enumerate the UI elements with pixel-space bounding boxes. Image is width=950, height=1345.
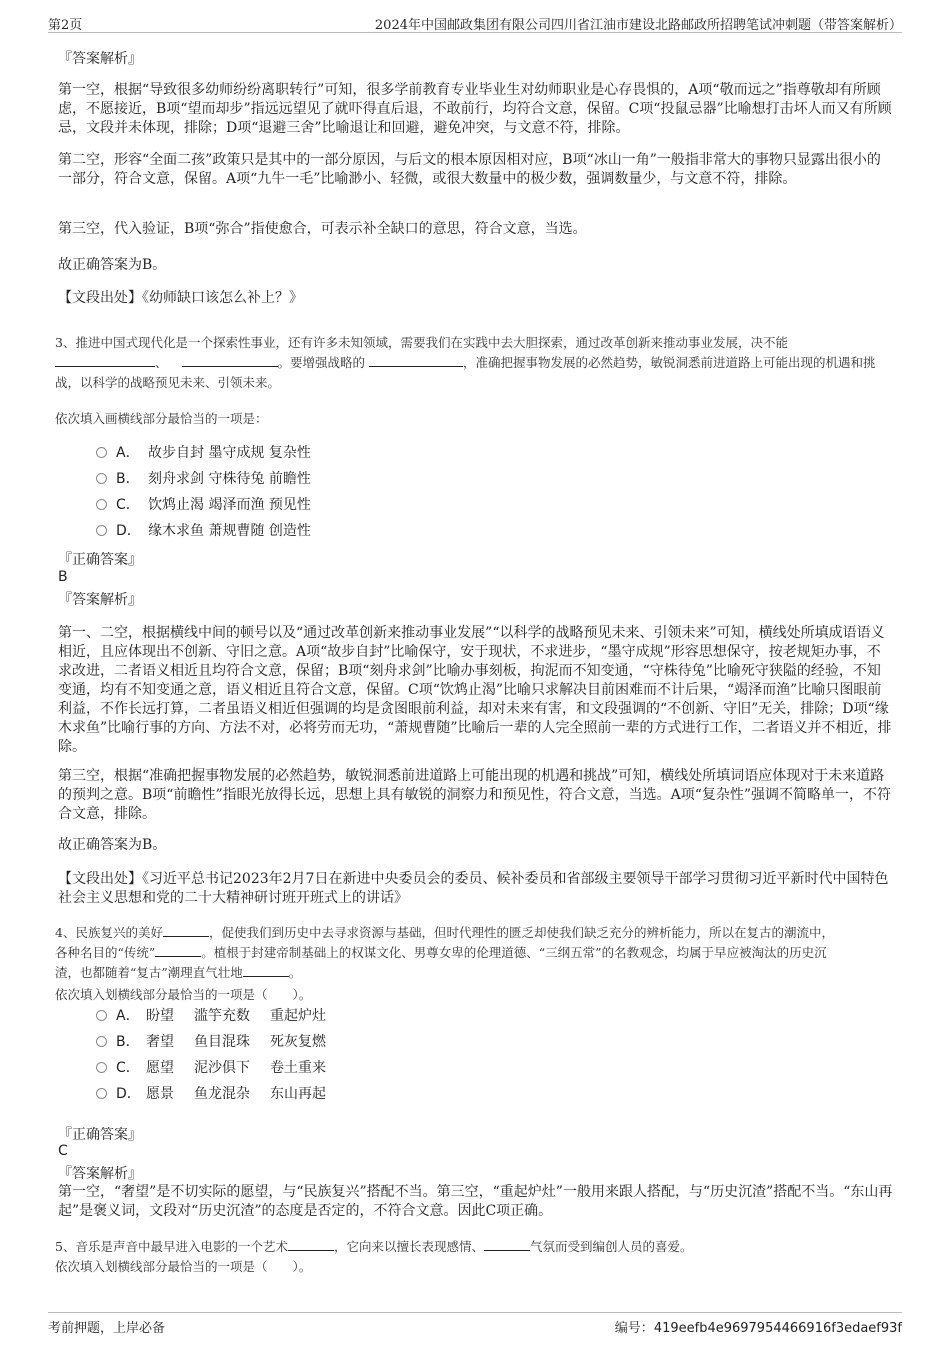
q4-option-b[interactable]: B． 奢望 鱼目混珠 死灰复燃 <box>96 1032 346 1052</box>
q4-option-c[interactable]: C． 愿望 泥沙俱下 卷土重来 <box>96 1058 346 1078</box>
q3-answer: B <box>58 569 68 585</box>
question-3-stem: 3、推进中国式现代化是一个探索性事业，还有许多未知领域，需要我们在实践中去大胆探索，通过改革创新来推动事业发展，决不能 、 。要增强战略的 ，准确把握事物发展的必然趋势，敏锐洞悉前进道路上可能出现的机遇和挑战，以科学的战略预见未来、引领未来。 <box>55 335 876 390</box>
q3-conclusion: 故正确答案为B。 <box>58 837 167 853</box>
radio-icon[interactable] <box>96 1010 107 1021</box>
q2-source: 【文段出处】《幼师缺口该怎么补上？》 <box>58 290 303 306</box>
q3-analysis-p1: 第一、二空，根据横线中间的顿号以及“通过改革创新来推动事业发展”“以科学的战略预见未来、引领未来”可知，横线处所填成语语义相近，且应体现出不创新、守旧之意。A项“故步自封”比喻保守，安于现状，不求进步，“墨守成规”形容思想保守，按老规矩办事，不求改进，二者语义相近且均符合文意，保留；B项“刻舟求剑”比喻办事刻板，拘泥而不知变通，“守株待兔”比喻死守狭隘的经验，不知变通，均有不知变通之意，语义相近且符合文意，保留。C项“饮鸩止渴”比喻只求解决目前困难而不计后果，“竭泽而渔”比喻只图眼前利益，不作长远打算，二者虽语义相近但强调的均是贪图眼前利益，却对未来有害，和文段强调的“不创新、守旧”无关，排除；D项“缘木求鱼”比喻行事的方向、方法不对，必将劳而无功，“萧规曹随”比喻后一辈的人完全照前一辈的方式进行工作，二者语义并不相近，排除。 <box>58 625 892 755</box>
q3-option-d[interactable]: D． 缘木求鱼 萧规曹随 创造性 <box>96 521 311 541</box>
page-footer <box>48 1312 902 1335</box>
page-header <box>48 12 902 33</box>
q3-option-b[interactable]: B． 刻舟求剑 守株待兔 前瞻性 <box>96 469 311 489</box>
radio-icon[interactable] <box>96 525 107 536</box>
q3-source: 【文段出处】《习近平总书记2023年2月7日在新进中央委员会的委员、候补委员和省部级主要领导干部学习贯彻习近平新时代中国特色社会主义思想和党的二十大精神研讨班开班式上的讲话》 <box>58 871 889 906</box>
question-5-instruction: 依次填入划横线部分最恰当的一项是（ ）。 <box>55 1259 312 1274</box>
q4-correct-label: 『正确答案』 <box>58 1127 142 1143</box>
question-4-instruction: 依次填入划横线部分最恰当的一项是（ ）。 <box>55 987 312 1002</box>
q3-analysis-label: 『答案解析』 <box>58 592 142 608</box>
question-5-stem: 5、音乐是声音中最早进入电影的一个艺术 ，它向来以擅长表现感情、 气氛而受到编创人员的喜爱。 <box>55 1239 693 1254</box>
q3-correct-label: 『正确答案』 <box>58 552 142 568</box>
q4-option-a[interactable]: A． 盼望 滥竽充数 重起炉灶 <box>96 1006 346 1026</box>
radio-icon[interactable] <box>96 499 107 510</box>
radio-icon[interactable] <box>96 1036 107 1047</box>
blank-1 <box>163 924 209 937</box>
footer-slogan: 考前押题，上岸必备 <box>48 1321 166 1336</box>
q2-analysis-p1: 第一空，根据“导致很多幼师纷纷离职转行”可知，很多学前教育专业毕业生对幼师职业是心存畏惧的，A项“敬而远之”指尊敬却有所顾虑，不愿接近，B项“望而却步”指远远望见了就吓得直后退，不敢前行，均符合文意，保留。C项“投鼠忌器”比喻想打击坏人而又有所顾忌，文段并未体现，排除；D项“退避三舍”比喻退让和回避，避免冲突，与文意不符，排除。 <box>58 82 892 136</box>
blank-3 <box>369 354 463 367</box>
blank-1 <box>288 1238 334 1251</box>
question-4-stem: 4、民族复兴的美好 ，促使我们到历史中去寻求资源与基础，但时代理性的匮乏却使我们缺乏充分的辨析能力，所以在复古的潮流中， 各种名目的“传统” 。植根于封建帝制基础上的权谋文化、男尊女卑的伦理道德、“三纲五常”的名教观念，均属于早应被淘汰的历史沉 渣，也都随着“复古”潮理直气壮地 。 <box>55 925 834 980</box>
question-3-instruction: 依次填入画横线部分最恰当的一项是： <box>55 411 268 426</box>
blank-2 <box>484 1238 530 1251</box>
blank-2 <box>182 354 278 367</box>
radio-icon[interactable] <box>96 1062 107 1073</box>
q4-analysis-label: 『答案解析』 <box>58 1166 142 1182</box>
radio-icon[interactable] <box>96 473 107 484</box>
document-title: 2024年中国邮政集团有限公司四川省江油市建设北路邮政所招聘笔试冲刺题（带答案解析） <box>374 18 902 33</box>
blank-3 <box>243 964 289 977</box>
q4-answer: C <box>58 1143 68 1159</box>
blank-2 <box>155 944 201 957</box>
q4-analysis-p1: 第一空，“奢望”是不切实际的愿望，与“民族复兴”搭配不当。第三空，“重起炉灶”一般用来跟人搭配，与“历史沉渣”搭配不当。“东山再起”是褒义词，文段对“历史沉渣”的态度是否定的，不符合文意。因此C项正确。 <box>58 1184 893 1219</box>
q2-analysis-label: 『答案解析』 <box>58 51 142 67</box>
q3-option-a[interactable]: A． 故步自封 墨守成规 复杂性 <box>96 443 311 463</box>
q3-option-c[interactable]: C． 饮鸩止渴 竭泽而渔 预见性 <box>96 495 311 515</box>
blank-1 <box>55 354 155 367</box>
radio-icon[interactable] <box>96 1088 107 1099</box>
document-code: 编号：419eefb4e9697954466916f3edaef93f <box>614 1321 902 1336</box>
radio-icon[interactable] <box>96 447 107 458</box>
q2-conclusion: 故正确答案为B。 <box>58 257 167 273</box>
q4-option-d[interactable]: D． 愿景 鱼龙混杂 东山再起 <box>96 1084 346 1104</box>
q2-analysis-p3: 第三空，代入验证，B项“弥合”指使愈合，可表示补全缺口的意思，符合文意，当选。 <box>58 221 587 237</box>
q2-analysis-p2: 第二空，形容“全面二孩”政策只是其中的一部分原因，与后文的根本原因相对应，B项“冰山一角”一般指非常大的事物只显露出很小的一部分，符合文意，保留。A项“九牛一毛”比喻渺小、轻微，或很大数量中的极少数，强调数量少，与文意不符，排除。 <box>58 152 881 187</box>
page-number: 第2页 <box>48 18 83 33</box>
q3-analysis-p2: 第三空，根据“准确把握事物发展的必然趋势，敏锐洞悉前进道路上可能出现的机遇和挑战”可知，横线处所填词语应体现对于未来道路的预判之意。B项“前瞻性”指眼光放得长远，思想上具有敏锐的洞察力和预见性，符合文意，当选。A项“复杂性”强调不简略单一，不符合文意，排除。 <box>58 768 892 822</box>
